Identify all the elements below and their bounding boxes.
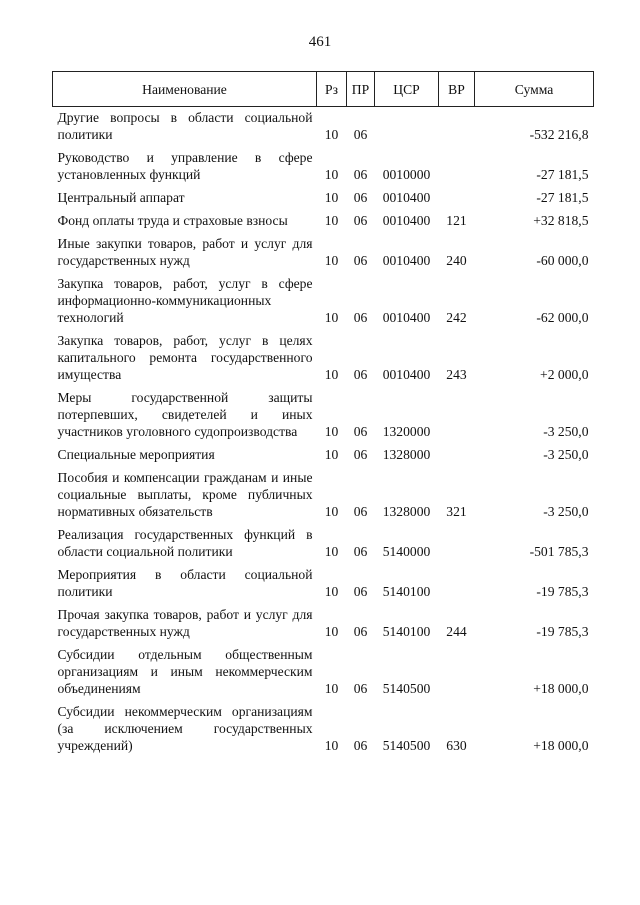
row-rz: 10 — [324, 127, 339, 142]
row-rz: 10 — [324, 424, 339, 439]
row-sum: -532 216,8 — [529, 127, 589, 142]
row-vr — [439, 520, 475, 560]
row-pr: 06 — [353, 367, 368, 382]
header-pr: ПР — [347, 72, 375, 107]
row-pr: 06 — [353, 213, 368, 228]
row-vr — [439, 107, 475, 144]
header-csr: ЦСР — [375, 72, 439, 107]
row-sum: -62 000,0 — [536, 310, 589, 325]
row-sum: -3 250,0 — [543, 424, 589, 439]
row-rz: 10 — [324, 253, 339, 268]
row-vr: 242 — [446, 310, 467, 325]
row-name: Субсидии некоммерческим организациям (за исключением государственных учреждений) — [57, 704, 313, 753]
table-body — [53, 107, 594, 755]
row-name: Фонд оплаты труда и страховые взносы — [57, 213, 288, 228]
row-rz: 10 — [324, 738, 339, 753]
row-vr: 243 — [446, 367, 467, 382]
row-csr: 5140000 — [382, 544, 431, 559]
row-sum: +18 000,0 — [533, 681, 589, 696]
table-row — [53, 206, 594, 229]
row-pr: 06 — [353, 190, 368, 205]
row-vr: 630 — [446, 738, 467, 753]
header-name: Наименование — [53, 72, 317, 107]
row-pr: 06 — [353, 424, 368, 439]
row-csr: 5140100 — [382, 584, 431, 599]
table-row — [53, 640, 594, 697]
row-rz: 10 — [324, 681, 339, 696]
row-rz: 10 — [324, 447, 339, 462]
row-name: Меры государственной защиты потерпевших, свидетелей и иных участников уголовного судопроизводства — [57, 390, 313, 439]
row-name: Другие вопросы в области социальной политики — [57, 110, 313, 142]
row-rz: 10 — [324, 310, 339, 325]
row-csr: 0010400 — [382, 190, 431, 205]
row-rz: 10 — [324, 504, 339, 519]
row-sum: -27 181,5 — [536, 167, 589, 182]
row-csr: 5140500 — [382, 681, 431, 696]
table-row — [53, 697, 594, 754]
row-name: Руководство и управление в сфере установленных функций — [57, 150, 313, 182]
page-number: 461 — [308, 34, 332, 50]
table-row — [53, 440, 594, 463]
row-sum: -19 785,3 — [536, 624, 589, 639]
row-pr: 06 — [353, 504, 368, 519]
row-pr: 06 — [353, 127, 368, 142]
row-pr: 06 — [353, 624, 368, 639]
row-rz: 10 — [324, 367, 339, 382]
header-rz: Рз — [317, 72, 347, 107]
row-vr — [439, 383, 475, 440]
table-row — [53, 107, 594, 144]
row-rz: 10 — [324, 167, 339, 182]
row-csr: 0010400 — [382, 367, 431, 382]
row-csr: 0010400 — [382, 310, 431, 325]
row-csr — [375, 107, 439, 144]
row-pr: 06 — [353, 310, 368, 325]
row-vr — [439, 440, 475, 463]
row-csr: 5140100 — [382, 624, 431, 639]
table-row — [53, 229, 594, 269]
row-vr — [439, 560, 475, 600]
row-name: Специальные мероприятия — [57, 447, 215, 462]
header-sum: Сумма — [475, 72, 594, 107]
row-vr — [439, 183, 475, 206]
row-rz: 10 — [324, 213, 339, 228]
row-rz: 10 — [324, 190, 339, 205]
row-csr: 1328000 — [382, 447, 431, 462]
row-pr: 06 — [353, 584, 368, 599]
row-sum: -27 181,5 — [536, 190, 589, 205]
row-sum: +18 000,0 — [533, 738, 589, 753]
row-pr: 06 — [353, 447, 368, 462]
row-sum: +2 000,0 — [540, 367, 589, 382]
header-vr: ВР — [439, 72, 475, 107]
row-vr: 321 — [446, 504, 467, 519]
row-pr: 06 — [353, 544, 368, 559]
row-name: Мероприятия в области социальной политики — [57, 567, 313, 599]
row-pr: 06 — [353, 738, 368, 753]
row-pr: 06 — [353, 681, 368, 696]
row-rz: 10 — [324, 584, 339, 599]
row-name: Закупка товаров, работ, услуг в целях капитального ремонта государственного имущества — [57, 333, 313, 382]
row-vr — [439, 143, 475, 183]
row-csr: 0010400 — [382, 253, 431, 268]
row-sum: -3 250,0 — [543, 447, 589, 462]
table-row — [53, 600, 594, 640]
row-sum: -60 000,0 — [536, 253, 589, 268]
row-name: Субсидии отдельным общественным организациям и иным некоммерческим объединениям — [57, 647, 313, 696]
budget-table — [52, 71, 594, 754]
table-row — [53, 183, 594, 206]
table-row — [53, 143, 594, 183]
row-name: Реализация государственных функций в области социальной политики — [57, 527, 313, 559]
row-csr: 0010000 — [382, 167, 431, 182]
row-csr: 0010400 — [382, 213, 431, 228]
row-vr: 240 — [446, 253, 467, 268]
row-rz: 10 — [324, 544, 339, 559]
table-row — [53, 326, 594, 383]
row-csr: 1320000 — [382, 424, 431, 439]
table-row — [53, 560, 594, 600]
row-csr: 1328000 — [382, 504, 431, 519]
row-name: Центральный аппарат — [57, 190, 185, 205]
row-vr: 121 — [446, 213, 467, 228]
row-sum: +32 818,5 — [533, 213, 589, 228]
row-rz: 10 — [324, 624, 339, 639]
row-vr — [439, 640, 475, 697]
table-header — [53, 72, 594, 107]
row-sum: -19 785,3 — [536, 584, 589, 599]
table-row — [53, 383, 594, 440]
row-name: Пособия и компенсации гражданам и иные социальные выплаты, кроме публичных нормативных обязательств — [57, 470, 313, 519]
table-row — [53, 463, 594, 520]
row-name: Прочая закупка товаров, работ и услуг для государственных нужд — [57, 607, 313, 639]
row-sum: -3 250,0 — [543, 504, 589, 519]
row-pr: 06 — [353, 253, 368, 268]
table-row — [53, 520, 594, 560]
row-name: Закупка товаров, работ, услуг в сфере информационно-коммуникационных технологий — [57, 276, 313, 325]
row-name: Иные закупки товаров, работ и услуг для государственных нужд — [57, 236, 313, 268]
row-pr: 06 — [353, 167, 368, 182]
table-row — [53, 269, 594, 326]
row-csr: 5140500 — [382, 738, 431, 753]
row-vr: 244 — [446, 624, 467, 639]
row-sum: -501 785,3 — [529, 544, 589, 559]
